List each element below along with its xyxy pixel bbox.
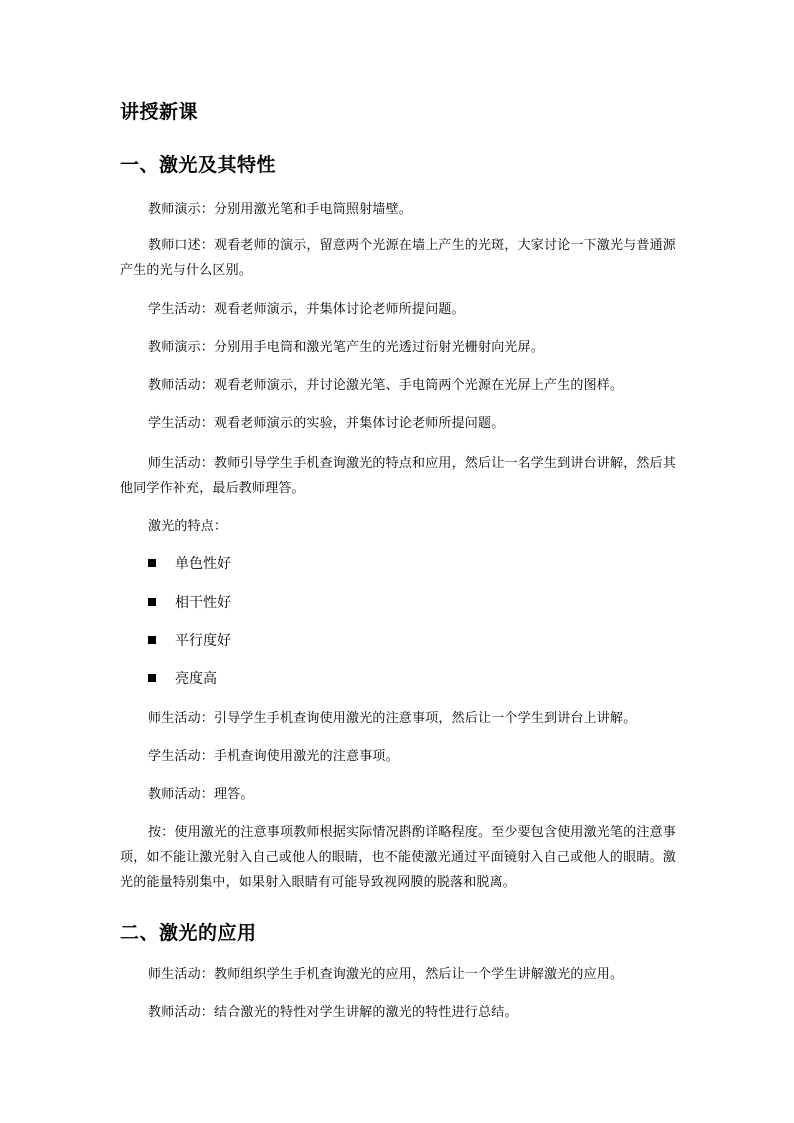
square-bullet-icon [148,559,156,567]
heading-main: 讲授新课 [120,101,199,123]
features-label: 激光的特点： [148,519,228,534]
list-item [148,554,231,574]
square-bullet-icon [148,636,156,644]
feature-text: 单色性好 [175,556,231,572]
list-item [148,669,217,689]
paragraph-student-activity-3: 学生活动：手机查询使用激光的注意事项。 [148,749,399,764]
feature-text: 平行度好 [175,633,231,649]
paragraph-teacher-student-activity-3: 师生活动：教师组织学生手机查询激光的应用，然后让一个学生讲解激光的应用。 [148,967,624,982]
paragraph-teacher-student-activity-2: 师生活动：引导学生手机查询使用激光的注意事项，然后让一个学生到讲台上讲解。 [148,711,637,726]
paragraph-student-activity-1: 学生活动：观看老师演示，并集体讨论老师所提问题。 [148,302,465,317]
paragraph-student-activity-2: 学生活动：观看老师演示的实验，并集体讨论老师所提问题。 [148,416,505,431]
feature-text: 相干性好 [175,595,231,611]
paragraph-note: 按：使用激光的注意事项教师根据实际情况斟酌详略程度。至少要包含使用激光笔的注意事项，如不能让激光射入自己或他人的眼睛，也不能使激光通过平面镜射入自己或他人的眼睛。激光的能量特别集中，如果射入眼睛有可能导致视网膜的脱落和脱离。 [120,825,677,890]
paragraph-teacher-demo-2: 教师演示：分别用手电筒和激光笔产生的光透过衍射光栅射向光屏。 [148,340,545,355]
paragraph-teacher-demo-1: 教师演示：分别用激光笔和手电筒照射墙壁。 [148,202,413,217]
list-item [148,593,231,613]
square-bullet-icon [148,598,156,606]
section1-title: 一、激光及其特性 [120,154,277,176]
paragraph-teacher-activity-3: 教师活动：结合激光的特性对学生讲解的激光的特性进行总结。 [148,1005,518,1020]
feature-text: 亮度高 [175,671,217,687]
paragraph-teacher-student-activity-1: 师生活动：教师引导学生手机查询激光的特点和应用，然后让一名学生到讲台讲解，然后其他同学作补充，最后教师理答。 [120,456,677,496]
list-item [148,631,231,651]
paragraph-teacher-activity-1: 教师活动：观看老师演示，并讨论激光笔、手电筒两个光源在光屏上产生的图样。 [148,378,624,393]
paragraph-teacher-activity-2: 教师活动：理答。 [148,787,254,802]
square-bullet-icon [148,674,156,682]
paragraph-teacher-oral: 教师口述：观看老师的演示，留意两个光源在墙上产生的光斑，大家讨论一下激光与普通源产生的光与什么区别。 [120,238,677,278]
section2-title: 二、激光的应用 [120,922,257,944]
